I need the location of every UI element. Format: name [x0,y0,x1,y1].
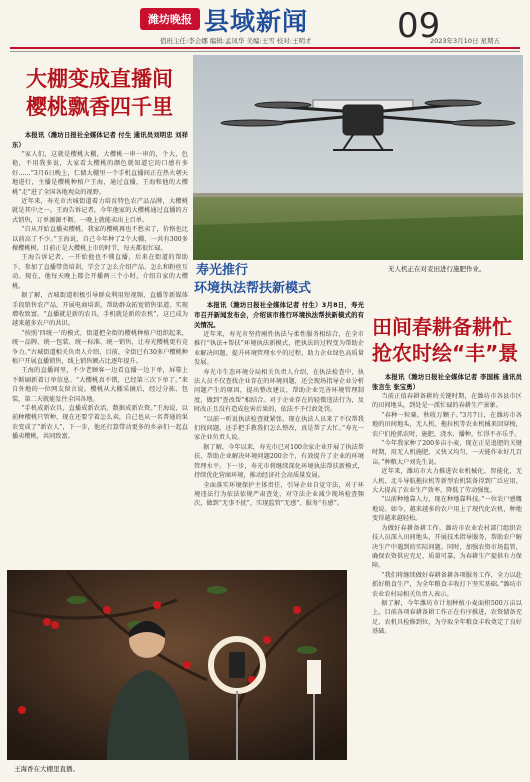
livestream-photo-caption: 王海香在大棚里直播。 [14,765,79,773]
article1-paragraph: “自从开始直播卖樱桃，我家的樱桃再也不愁卖了，价格也比以前高了不少。”王海说，自己今年种了2个大棚，一共有300多棵樱桃树，目前正是大樱桃上市的时节，每天都很忙碌。 [12,226,188,253]
article3-column [372,372,522,772]
drone-photo [193,55,523,260]
article1-headline [26,65,211,121]
header-rule-thin [10,51,520,52]
section-title: 县域新闻 [204,7,309,36]
article2-paragraph: “以前一听说执法检查就紧张，现在执法人员来了不仅帮我们找问题，还手把手教我们怎么整改，真是帮了大忙。”寿光一家企业负责人说。 [194,415,364,442]
article2-paragraph: 寿光市生态环境分局相关负责人介绍，在执法检查中，执法人员不仅查找企业存在的环境问题，还会现场指导企业分析问题产生的原因，提出整改建议，帮助企业完善环境管理制度，做到“查改帮”相结合。对于企业存在的轻微违法行为，及时改正且没有造成危害后果的，依法不予行政处罚。 [194,368,364,414]
article1-byline: 本报讯（潍坊日报社全媒体记者 付生 通讯员刘明忠 刘祥东） [12,131,188,149]
article3-title-line1: 田间春耕备耕忙 [372,315,512,339]
article1-paragraph: 王海告诉记者，一开始他也不懂直播，后来在街道的帮助下，参加了直播带货培训，学会了怎么介绍产品、怎么和粉丝互动。现在，他每天晚上都会开播两三个小时，介绍自家的大樱桃。 [12,254,188,290]
article1-paragraph: 王海的直播间里，不少老顾客一边看直播一边下单，屏幕上不断刷新着订单信息。“大樱桃真不错，已经第三次下单了。”来自外地的一位网友留言说。樱桃从大棚采摘后，经过分拣、包装，第二天就能发往全国各地。 [12,367,188,403]
article1-column-left [12,130,188,562]
article3-paragraph: 当前正值春耕备耕的关键时期，在潍坊市各县市区的田间地头，到处是一派忙碌的春耕生产景象。 [372,393,522,410]
article2-title-line2: 环境执法帮扶新模式 [194,281,312,296]
article3-paragraph: “今年我家种了200多亩小麦，现在正是追肥的关键时期，用无人机施肥，又快又均匀，一天能作业好几百亩。”种粮大户刘先生说。 [372,440,522,466]
article2-column-left [194,300,364,565]
article3-paragraph: 近年来，潍坊市大力推进农业机械化、智能化，无人机、北斗导航拖拉机等新型农机装备得到广泛应用，大大提高了农业生产效率，降低了劳动强度。 [372,468,522,495]
masthead [0,0,530,58]
article1-paragraph: 据了解，古城街道积极引导群众利用短视频、直播等新媒体手段销售农产品，开展电商培训，帮助群众拓宽销售渠道，实现增收致富。“直播就是新的农具，手机就是新的农机”，这已成为越来越多农户的共识。 [12,292,188,328]
header-rule [10,47,520,49]
issue-date: 2023年3月10日 星期五 [430,37,501,45]
livestream-photo-illustration [7,570,347,760]
article3-paragraph: 为做好春耕备耕工作，潍坊市农业农村部门组织农技人员深入田间地头，开展技术指导服务，帮助农户解决生产中遇到的实际问题。同时，加强农资市场监管，确保农资供应充足、质量可靠，为春耕生产提供有力保障。 [372,524,522,570]
editor-credits: 值班主任:李会娜 编辑:孟凤华 美编:王雪 校对:王明才 [160,37,312,45]
article1-paragraph: “手机成新农具，直播成新农活，数据成新农资。”王海说，以前种樱桃只管种，现在还要学着怎么卖，自己也从一名普通的果农变成了“新农人”，下一步，他还打算带动更多的乡亲们一起直播卖樱桃，共同致富。 [12,404,188,441]
article3-paragraph: 据了解，今年潍坊市计划种植小麦面积500万亩以上，目前各项春耕备耕工作正在有序推进，农资储备充足，农机具检修到位，为夺取全年粮食丰收奠定了良好基础。 [372,599,522,636]
article3-headline [372,314,522,366]
article3-paragraph: “以前种地靠人力，现在种地靠科技。”一位农户感慨地说。如今，越来越多的农户用上了现代化农机，种地变得越来越轻松。 [372,496,522,523]
article3-paragraph: “春种一粒粟，秋收万颗子。”3月7日，在潍坊市各地的田间地头，无人机、拖拉机等农业机械来回穿梭，农户们抢抓农时，施肥、浇水、播种，忙得不亦乐乎。 [372,411,522,438]
article1-paragraph: 近年来，寿光市古城街道着力培育特色农产品品牌，大樱桃就是其中之一。王海告诉记者，今年他家的大樱桃通过直播的方式销售，订单源源不断，一晚上就能卖出上百单。 [12,198,188,224]
article2-byline: 本报讯（潍坊日报社全媒体记者 付生）3月8日，寿光市召开新闻发布会，介绍该市推行环境执法帮扶新模式的有关情况。 [194,301,364,329]
page-number: 09 [397,6,441,46]
article1-title-line1: 大棚变成直播间 [26,67,173,91]
article2-title-line1: 寿光推行 [196,263,249,278]
article1-paragraph: “家人们，这就是樱桃大棚，大樱桃一串一串的，个大、色艳，不用我多说，大家看大樱桃的颜色就知道它的口感有多好……”3月6日晚上，仁储大棚里一个手机直播间正在热火朝天地进行，主播是樱桃种植户王海，通过直播，王海和他的大樱桃“走”进了全国各地观众的视野。 [12,151,188,196]
article3-title-line2: 抢农时绘“丰”景 [372,341,519,365]
article2-paragraph: 据了解，今年以来，寿光市已对100余家企业开展了执法帮扶，帮助企业解决环境问题200余个，有效提升了企业的环境管理水平。下一步，寿光市将继续深化环境执法帮扶新模式，持续优化营商环境，推动经济社会高质量发展。 [194,443,364,480]
article1-title-line2: 樱桃飘香四千里 [26,95,173,119]
article1-paragraph: “按照‘四统一’的模式，街道把全街的樱桃种植户组织起来，统一品牌、统一包装、统一标准、统一销售，让寿光樱桃更有竞争力。”古城街道相关负责人介绍，目前，全街已有30多户樱桃种植户开展直播销售，线上销售额占比逐年提升。 [12,329,188,365]
article3-byline: 本报讯（潍坊日报社全媒体记者 李国栋 通讯员 张言生 张宝勇） [372,373,522,391]
article2-paragraph: 近年来，寿光市坚持刚性执法与柔性服务相结合，在全市推行“执法+帮扶”环境执法新模式，把执法的过程变为帮助企业解决问题、提升环境管理水平的过程，助力企业绿色高质量发展。 [194,331,364,367]
article2-paragraph: 全面落实环境保护主体责任，引导企业自觉守法，对于环境违法行为依法依规严肃查处，对守法企业减少现场检查频次，做到“无事不扰”，实现监管“无感”、服务“有感”。 [194,481,364,508]
drone-photo-illustration [193,55,523,260]
article2-headline [194,262,311,298]
paper-logo [140,8,200,30]
paper-name: 潍坊晚报 [148,13,192,26]
livestream-photo [7,570,347,760]
article3-paragraph: “我们将继续做好春耕备耕各项服务工作，全力以赴抓好粮食生产，为全年粮食丰收打下坚实基础。”潍坊市农业农村局相关负责人表示。 [372,571,522,598]
drone-photo-caption: 无人机正在对麦田进行施肥作业。 [388,265,486,273]
